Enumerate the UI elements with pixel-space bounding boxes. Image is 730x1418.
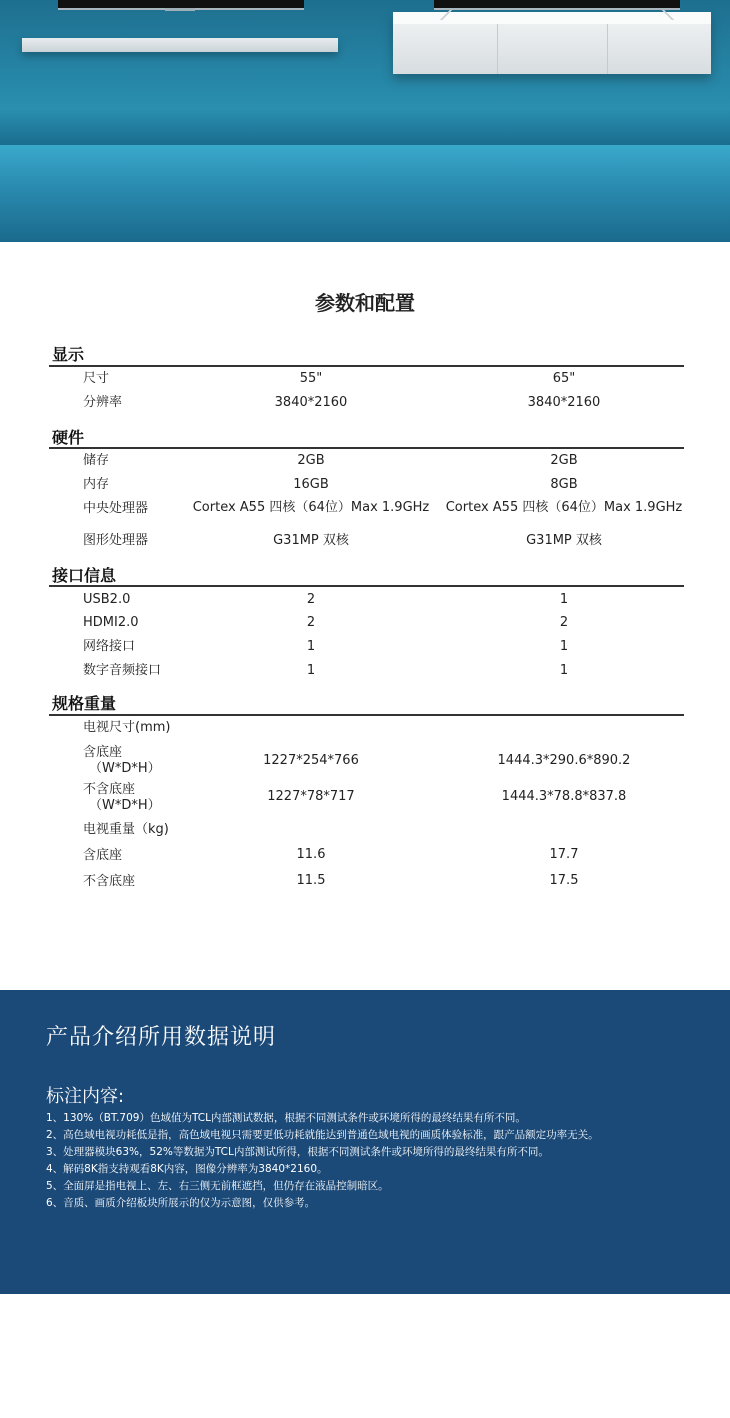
row-value-55: 2 — [306, 615, 316, 630]
section-title-hardware: 硬件 — [52, 428, 85, 447]
row-label: 内存 — [83, 477, 110, 492]
row-value-55: 11.5 — [296, 873, 326, 888]
section-title-ports: 接口信息 — [52, 566, 117, 585]
row-value-65: 3840*2160 — [527, 395, 601, 410]
hero-floor-band — [0, 145, 730, 242]
tv-cabinet — [393, 12, 711, 74]
row-value-65: 2GB — [550, 453, 578, 468]
data-notes-panel — [0, 990, 730, 1294]
row-value-55: 1227*254*766 — [263, 753, 359, 768]
hero-banner-image — [0, 0, 730, 242]
section-title-weight: 规格重量 — [52, 694, 117, 713]
section-divider — [49, 714, 684, 716]
row-value-65: 1444.3*290.6*890.2 — [497, 753, 631, 768]
row-value-65: 1 — [559, 663, 569, 678]
row-label: 中央处理器 — [83, 501, 149, 516]
size-heading: 电视尺寸(mm) — [83, 720, 171, 735]
row-label: 数字音频接口 — [83, 663, 162, 678]
row-value-65: 17.7 — [549, 847, 579, 862]
note-item: 6、音质、画质介绍板块所展示的仅为示意图，仅供参考。 — [46, 1197, 316, 1209]
row-value-55: Cortex A55 四核（64位）Max 1.9GHz — [192, 500, 430, 515]
row-value-65: G31MP 双核 — [526, 533, 602, 548]
spec-title: 参数和配置 — [315, 291, 415, 315]
note-item: 2、高色域电视功耗低是指，高色域电视只需要更低功耗就能达到普通色域电视的画质体验标准，跟产品额定功率无关。 — [46, 1129, 599, 1141]
row-value-65: 65" — [552, 371, 576, 386]
row-value-65: 2 — [559, 615, 569, 630]
row-value-55: 11.6 — [296, 847, 326, 862]
section-title-display: 显示 — [52, 345, 85, 364]
row-value-55: G31MP 双核 — [273, 533, 349, 548]
row-value-55: 1 — [306, 663, 316, 678]
wall-shelf — [22, 38, 338, 52]
row-label: 网络接口 — [83, 639, 136, 654]
row-label-with-stand: 含底座 （W*D*H） — [83, 745, 161, 776]
row-value-65: 8GB — [550, 477, 578, 492]
row-label: 分辨率 — [83, 395, 123, 410]
notes-list — [46, 1110, 599, 1212]
section-divider — [49, 585, 684, 587]
row-value-55: 55" — [299, 371, 323, 386]
notes-title: 产品介绍所用数据说明 — [46, 1025, 277, 1050]
row-label: USB2.0 — [83, 592, 131, 607]
tv-right-feet — [436, 10, 678, 20]
row-value-65: 1 — [559, 639, 569, 654]
row-label-without-stand: 不含底座 （W*D*H） — [83, 782, 161, 813]
row-label: 储存 — [83, 453, 110, 468]
row-value-65: 17.5 — [549, 873, 579, 888]
row-value-55: 3840*2160 — [274, 395, 348, 410]
section-divider — [49, 365, 684, 367]
row-value-55: 1 — [306, 639, 316, 654]
weight-heading: 电视重量（kg) — [83, 822, 169, 837]
tv-left-stand — [165, 8, 195, 11]
note-item: 3、处理器模块63%，52%等数据为TCL内部测试所得，根据不同测试条件或环境所得的最终结果有所不同。 — [46, 1146, 549, 1158]
note-item: 4、解码8K指支持观看8K内容，图像分辨率为3840*2160。 — [46, 1163, 328, 1175]
row-value-55: 1227*78*717 — [267, 789, 355, 804]
row-label: 不含底座 — [83, 874, 136, 889]
row-label: HDMI2.0 — [83, 615, 139, 630]
row-value-55: 2 — [306, 592, 316, 607]
row-value-65: 1 — [559, 592, 569, 607]
row-value-65: 1444.3*78.8*837.8 — [501, 789, 627, 804]
row-value-55: 2GB — [297, 453, 325, 468]
row-label: 图形处理器 — [83, 533, 149, 548]
note-item: 1、130%（BT.709）色域值为TCL内部测试数据，根据不同测试条件或环境所得的最终结果有所不同。 — [46, 1112, 526, 1124]
note-item: 5、全面屏是指电视上、左、右三侧无前框遮挡，但仍存在液晶控制暗区。 — [46, 1180, 389, 1192]
row-label: 尺寸 — [83, 371, 110, 386]
row-value-65: Cortex A55 四核（64位）Max 1.9GHz — [445, 500, 683, 515]
tv-right-bottom-edge — [434, 0, 680, 10]
section-divider — [49, 447, 684, 449]
row-value-55: 16GB — [293, 477, 329, 492]
row-label: 含底座 — [83, 848, 123, 863]
notes-subtitle: 标注内容: — [46, 1086, 125, 1107]
